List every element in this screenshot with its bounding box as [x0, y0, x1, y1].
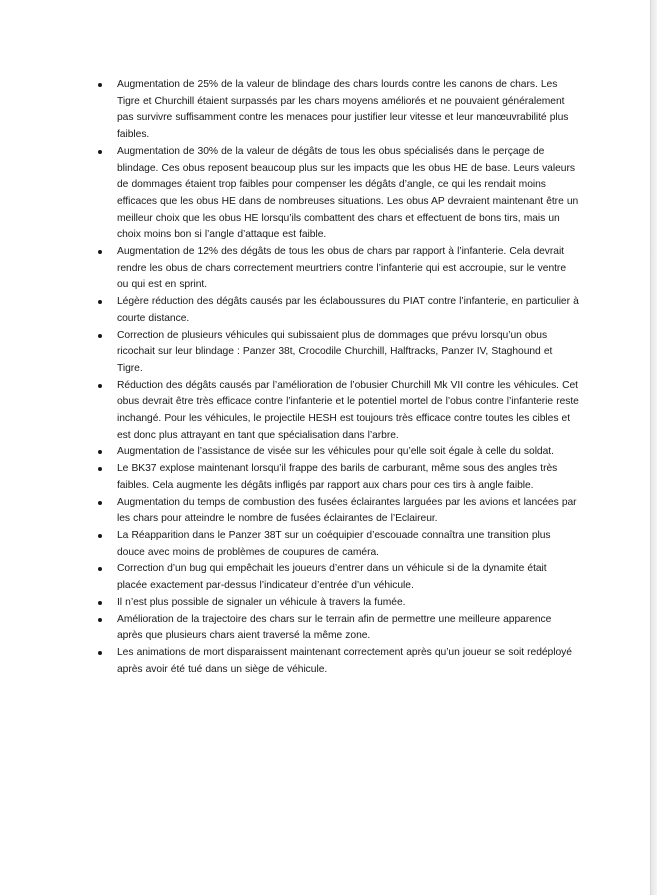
list-item [117, 612, 579, 645]
bullet-icon [98, 450, 102, 454]
list-item [117, 461, 579, 494]
list-item-text: Augmentation de l’assistance de visée sur les véhicules pour qu’elle soit égale à celle du soldat. [117, 446, 554, 458]
bullet-icon [98, 300, 102, 304]
list-item-text: Amélioration de la trajectoire des chars sur le terrain afin de permettre une meilleure apparence après que plusieurs chars aient traversé la même zone. [117, 613, 552, 642]
list-item [117, 528, 579, 561]
list-item-text: Il n’est plus possible de signaler un véhicule à travers la fumée. [117, 596, 406, 608]
list-item-text: Augmentation de 25% de la valeur de blindage des chars lourds contre les canons de chars. Les Tigre et Churchill étaient surpassés par les chars moyens améliorés et ne pouvaient généralement pas survivre suffisamment contre les menaces pour justifier leur vitesse et leur manœuvrabilité plus faibles. [117, 79, 569, 141]
bullet-icon [98, 601, 102, 605]
list-item [117, 328, 579, 378]
list-item-text: Augmentation du temps de combustion des fusées éclairantes larguées par les avions et lancées par les chars pour atteindre le nombre de fusées éclairantes de l’Eclaireur. [117, 496, 577, 525]
list-item [117, 294, 579, 327]
list-item-text: Les animations de mort disparaissent maintenant correctement après qu’un joueur se soit redéployé après avoir été tué dans un siège de véhicule. [117, 646, 572, 675]
bullet-icon [98, 384, 102, 388]
bullet-icon [98, 651, 102, 655]
list-item [117, 244, 579, 294]
bullet-icon [98, 618, 102, 622]
list-item [117, 495, 579, 528]
list-item [117, 595, 579, 612]
list-item-text: Légère réduction des dégâts causés par les éclaboussures du PIAT contre l’infanterie, en particulier à courte distance. [117, 296, 579, 324]
list-item-text: Le BK37 explose maintenant lorsqu’il frappe des barils de carburant, même sous des angles très faibles. Cela augmente les dégâts infligés par rapport aux chars pour ces tirs à angle faible. [117, 463, 558, 491]
list-item [117, 77, 579, 144]
list-item-text: Réduction des dégâts causés par l’amélioration de l’obusier Churchill Mk VII contre les véhicules. Cet obus devrait être très efficace contre l’infanterie et le potentiel mortel de l’obus contre l’infanterie reste inchangé. Pour les véhicules, le projectile HESH est toujours très efficace contre toutes les cibles et est donc plus attrayant en tant que spécialisation dans l’arbre. [117, 379, 579, 441]
list-item [117, 144, 579, 244]
bullet-icon [98, 150, 102, 154]
patch-notes-list [117, 77, 579, 678]
list-item [117, 561, 579, 594]
page-edge [650, 0, 657, 895]
bullet-icon [98, 567, 102, 571]
bullet-icon [98, 250, 102, 254]
list-item [117, 645, 579, 678]
bullet-icon [98, 334, 102, 338]
list-item-text: Correction d’un bug qui empêchait les joueurs d’entrer dans un véhicule si de la dynamite était placée exactement par-dessus l’indicateur d’entrée d’un véhicule. [117, 563, 547, 592]
list-item-text: Correction de plusieurs véhicules qui subissaient plus de dommages que prévu lorsqu’un obus ricochait sur leur blindage : Panzer 38t, Crocodile Churchill, Halftracks, Panzer IV, Staghound et Tigre. [117, 329, 553, 374]
bullet-icon [98, 534, 102, 538]
list-item [117, 444, 579, 461]
list-item-text: Augmentation de 30% de la valeur de dégâts de tous les obus spécialisés dans le perçage de blindage. Ces obus reposent beaucoup plus sur les impacts que les obus HE de base. Leurs valeurs de dommages étaient trop faibles pour compenser les dégâts d’angle, ce qui les rendait moins efficaces que les obus HE dans de nombreuses situations. Les obus AP devraient maintenant être un meilleur choix que les obus HE lorsqu’ils combattent des chars et effectuent de bons tirs, mais un choix moins bon si l’angle d’attaque est faible. [117, 145, 579, 241]
bullet-icon [98, 83, 102, 87]
list-item-text: Augmentation de 12% des dégâts de tous les obus de chars par rapport à l’infanterie. Cela devrait rendre les obus de chars correctement meurtriers contre l’infanterie qui est accroupie, sur le ventre ou qui est en sprint. [117, 246, 566, 291]
list-item-text: La Réapparition dans le Panzer 38T sur un coéquipier d’escouade connaîtra une transition plus douce avec moins de problèmes de coupures de caméra. [117, 529, 551, 558]
bullet-icon [98, 501, 102, 505]
bullet-icon [98, 467, 102, 471]
list-item [117, 378, 579, 445]
